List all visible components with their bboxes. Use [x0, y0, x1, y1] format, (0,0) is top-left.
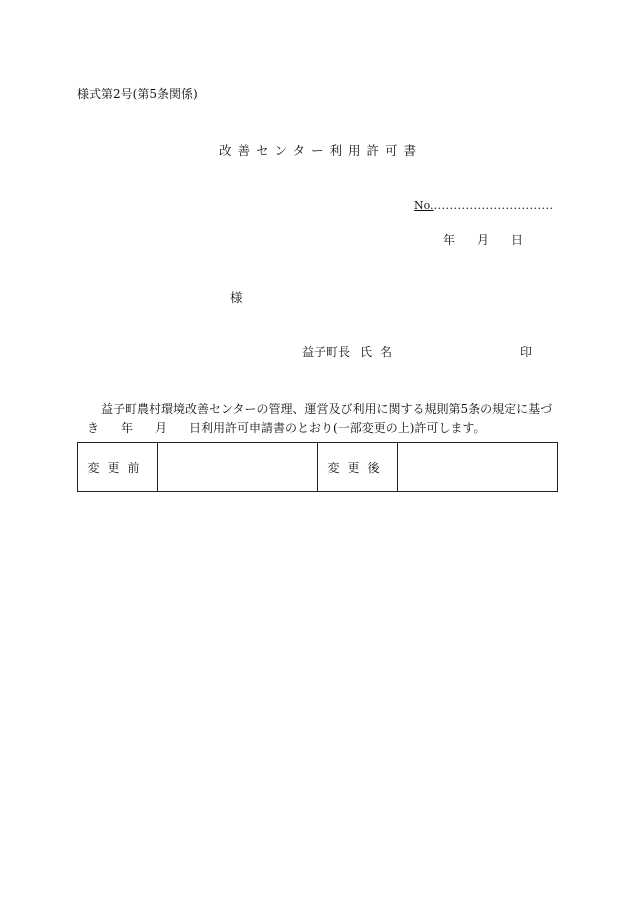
before-change-label: 変更前	[78, 443, 158, 492]
form-reference: 様式第2号(第5条関係)	[77, 87, 198, 101]
after-change-label: 変更後	[318, 443, 398, 492]
after-change-cell	[398, 443, 558, 492]
document-title: 改善センター利用許可書	[219, 143, 423, 158]
seal-mark: 印	[520, 345, 533, 359]
before-change-cell	[158, 443, 318, 492]
body-line-1: 益子町農村環境改善センターの管理、運営及び利用に関する規則第5条の規定に基づ	[101, 402, 553, 416]
issue-date	[443, 231, 523, 248]
number-label: No.	[414, 199, 434, 212]
number-dots: ..............................	[433, 199, 554, 212]
table-row	[78, 443, 558, 492]
change-table	[77, 442, 558, 492]
date-year: 年	[443, 233, 456, 247]
document-number	[414, 199, 553, 212]
body-line-2: き 年 月 日利用許可申請書のとおり(一部変更の上)許可します。	[87, 421, 486, 435]
date-month: 月	[477, 233, 490, 247]
permit-body-text	[87, 400, 552, 438]
issuer-name-label: 氏名	[360, 345, 401, 359]
issuer-line	[302, 343, 532, 360]
issuer-position: 益子町長	[302, 345, 351, 359]
date-day: 日	[511, 233, 524, 247]
addressee-suffix: 様	[230, 290, 243, 305]
